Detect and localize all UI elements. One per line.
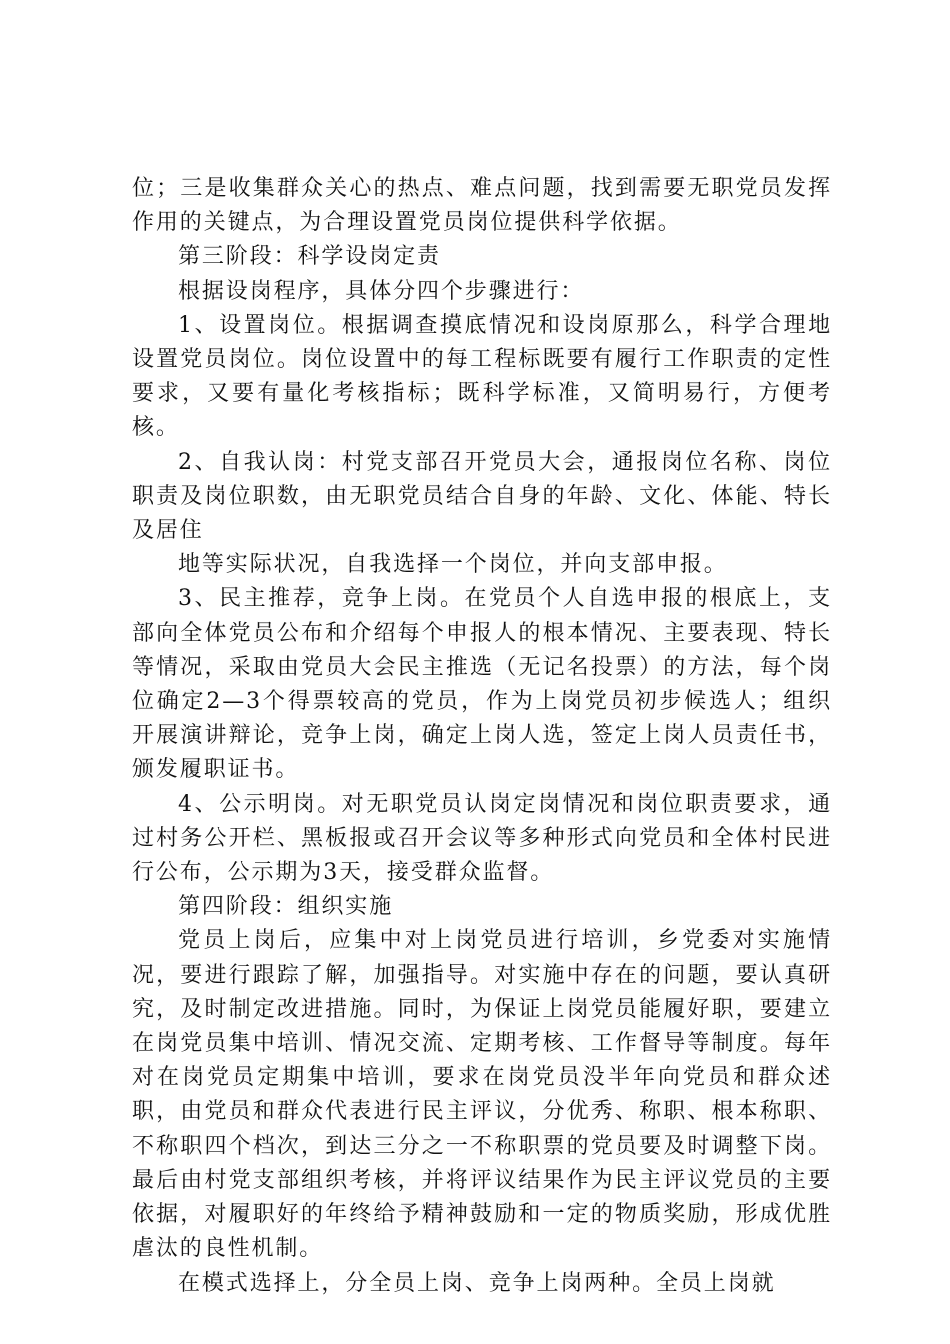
paragraph-step-2-continued: 地等实际状况，自我选择一个岗位，并向支部申报。 xyxy=(178,552,728,578)
document-page xyxy=(132,172,832,1301)
paragraph-implementation: 党员上岗后，应集中对上岗党员进行培训，乡党委对实施情况，要进行跟踪了解，加强指导。对实施中存在的问题，要认真研究，及时制定改进措施。同时，为保证上岗党员能履好职，要建立在岗党员集中培训、情况交流、定期考核、工作督导等制度。每年对在岗党员定期集中培训，要求在岗党员没半年向党员和群众述职，由党员和群众代表进行民主评议，分优秀、称职、根本称职、不称职四个档次，到达三分之一不称职票的党员要及时调整下岗。最后由村党支部组织考核，并将评议结果作为民主评议党员的主要依据，对履职好的年终给予精神鼓励和一定的物质奖励，形成优胜虐汰的良性机制。 xyxy=(132,928,832,1262)
paragraph-mode-selection: 在模式选择上，分全员上岗、竞争上岗两种。全员上岗就 xyxy=(178,1270,776,1296)
paragraph-steps-intro: 根据设岗程序，具体分四个步骤进行： xyxy=(178,278,585,304)
paragraph-step-2: 2、自我认岗：村党支部召开党员大会，通报岗位名称、岗位职责及岗位职数，由无职党员结合自身的年龄、文化、体能、特长及居住 xyxy=(132,449,832,544)
paragraph-step-3: 3、民主推荐，竞争上岗。在党员个人自选申报的根底上，支部向全体党员公布和介绍每个申报人的根本情况、主要表现、特长等情况，采取由党员大会民主推选（无记名投票）的方法，每个岗位确定2—3个得票较高的党员，作为上岗党员初步候选人；组织开展演讲辩论，竞争上岗，确定上岗人选，签定上岗人员责任书，颁发履职证书。 xyxy=(132,586,832,783)
heading-stage-three: 第三阶段：科学设岗定责 xyxy=(178,244,441,270)
heading-stage-four: 第四阶段：组织实施 xyxy=(178,894,394,920)
paragraph-step-1: 1、设置岗位。根据调查摸底情况和设岗原那么，科学合理地设置党员岗位。岗位设置中的每工程标既要有履行工作职责的定性要求，又要有量化考核指标；既科学标准，又简明易行，方便考核。 xyxy=(132,312,832,441)
paragraph-1: 位；三是收集群众关心的热点、难点问题，找到需要无职党员发挥作用的关键点，为合理设置党员岗位提供科学依据。 xyxy=(132,176,832,236)
paragraph-step-4: 4、公示明岗。对无职党员认岗定岗情况和岗位职责要求，通过村务公开栏、黑板报或召开会议等多种形式向党员和全体村民进行公布，公示期为3天，接受群众监督。 xyxy=(132,791,832,886)
